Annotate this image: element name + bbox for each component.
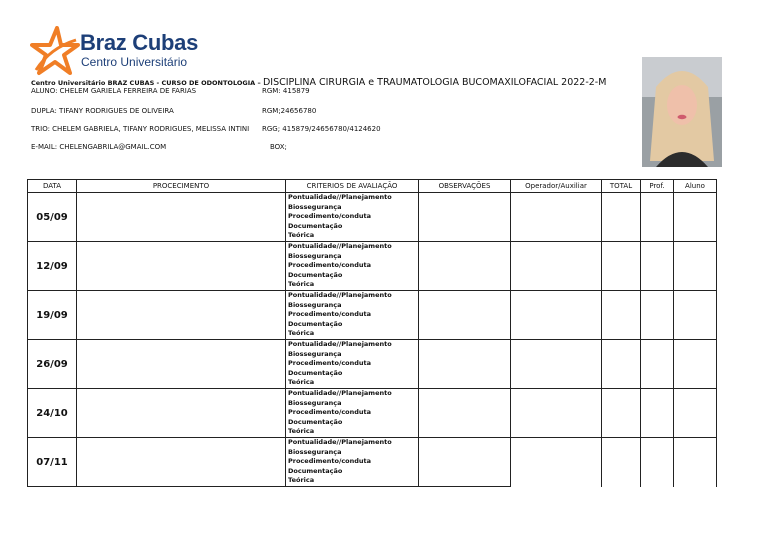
date-cell: 05/09 (28, 193, 77, 242)
observacoes-cell[interactable] (419, 291, 511, 340)
criteria-item: Teórica (288, 329, 315, 338)
student-photo (642, 57, 722, 167)
criteria-item: Teórica (288, 231, 315, 240)
criteria-item: Procedimento/conduta (288, 359, 372, 368)
total-cell[interactable] (602, 340, 641, 389)
header-prof: Prof. (641, 180, 674, 193)
header-procedimento: PROCECIMENTO (77, 180, 286, 193)
criteria-item: Teórica (288, 427, 315, 436)
aluno-cell[interactable] (674, 291, 717, 340)
criteria-item: Documentação (288, 221, 343, 230)
criteria-item: Teórica (288, 378, 315, 387)
operador-cell[interactable] (511, 242, 602, 291)
table-header-row (28, 180, 717, 193)
criteria-cell (286, 291, 419, 340)
criteria-cell (286, 193, 419, 242)
table-body (28, 193, 717, 487)
criteria-item: Biossegurança (288, 349, 342, 358)
procedimento-cell[interactable] (77, 291, 286, 340)
aluno-cell[interactable] (674, 193, 717, 242)
procedimento-cell[interactable] (77, 340, 286, 389)
operador-cell[interactable] (511, 291, 602, 340)
criteria-cell (286, 340, 419, 389)
criteria-item: Biossegurança (288, 447, 342, 456)
student-photo-image (642, 57, 722, 167)
braz-cubas-logo (30, 26, 200, 76)
criteria-item: Pontualidade//Planejamento (288, 389, 392, 397)
header-total: TOTAL (602, 180, 641, 193)
observacoes-cell[interactable] (419, 193, 511, 242)
total-cell[interactable] (602, 193, 641, 242)
prof-cell[interactable] (641, 438, 674, 487)
prof-cell[interactable] (641, 291, 674, 340)
criteria-cell (286, 242, 419, 291)
trio-label: TRIO: CHELEM GABRIELA, TIFANY RODRIGUES, MELISSA INTINI (31, 125, 250, 133)
total-cell[interactable] (602, 389, 641, 438)
criteria-item: Biossegurança (288, 251, 342, 260)
procedimento-cell[interactable] (77, 242, 286, 291)
star-logo-icon (30, 26, 80, 76)
criteria-item: Documentação (288, 417, 343, 426)
observacoes-cell[interactable] (419, 340, 511, 389)
header-observacoes: OBSERVAÇÕES (419, 180, 511, 193)
criteria-cell (286, 389, 419, 438)
observacoes-cell[interactable] (419, 242, 511, 291)
date-cell: 26/09 (28, 340, 77, 389)
criteria-item: Procedimento/conduta (288, 212, 372, 221)
prof-cell[interactable] (641, 193, 674, 242)
date-cell: 12/09 (28, 242, 77, 291)
prof-cell[interactable] (641, 242, 674, 291)
criteria-item: Documentação (288, 270, 343, 279)
table-row (28, 193, 717, 242)
procedimento-cell[interactable] (77, 389, 286, 438)
evaluation-table (27, 179, 717, 487)
institution-text: Centro Universitário BRAZ CUBAS - CURSO DE ODONTOLOGIA – (31, 79, 261, 87)
procedimento-cell[interactable] (77, 438, 286, 487)
criteria-item: Documentação (288, 466, 343, 475)
criteria-item: Biossegurança (288, 398, 342, 407)
operador-cell[interactable] (511, 389, 602, 438)
criteria-item: Documentação (288, 368, 343, 377)
criteria-item: Documentação (288, 319, 343, 328)
aluno-label: ALUNO: CHELEM GARIELA FERREIRA DE FARIAS (31, 87, 197, 95)
brand-name: Braz Cubas (80, 30, 199, 55)
criteria-item: Biossegurança (288, 202, 342, 211)
email-label: E-MAIL: CHELENGABRILA@GMAIL.COM (31, 143, 167, 151)
date-cell: 19/09 (28, 291, 77, 340)
prof-cell[interactable] (641, 389, 674, 438)
total-cell[interactable] (602, 438, 641, 487)
criteria-item: Procedimento/conduta (288, 408, 372, 417)
total-cell[interactable] (602, 291, 641, 340)
total-cell[interactable] (602, 242, 641, 291)
criteria-item: Procedimento/conduta (288, 261, 372, 270)
brand-subtitle: Centro Universitário (81, 55, 188, 69)
header-criterios: CRITERIOS DE AVALIAÇÃO (286, 180, 419, 193)
table-row (28, 242, 717, 291)
table-row (28, 340, 717, 389)
aluno-cell[interactable] (674, 340, 717, 389)
criteria-item: Pontualidade//Planejamento (288, 193, 392, 201)
criteria-item: Teórica (288, 280, 315, 289)
aluno-cell[interactable] (674, 389, 717, 438)
operador-cell[interactable] (511, 438, 602, 487)
photo-lips (678, 115, 687, 119)
operador-cell[interactable] (511, 340, 602, 389)
criteria-item: Pontualidade//Planejamento (288, 438, 392, 446)
criteria-cell (286, 438, 419, 487)
rgm-dupla-label: RGM;24656780 (262, 107, 317, 115)
header-aluno: Aluno (674, 180, 717, 193)
observacoes-cell[interactable] (419, 438, 511, 487)
criteria-item: Procedimento/conduta (288, 457, 372, 466)
rgm-label: RGM: 415879 (262, 87, 310, 95)
header-data: DATA (28, 180, 77, 193)
prof-cell[interactable] (641, 340, 674, 389)
criteria-item: Biossegurança (288, 300, 342, 309)
box-label: BOX; (270, 143, 287, 151)
table-row (28, 438, 717, 487)
date-cell: 24/10 (28, 389, 77, 438)
criteria-item: Pontualidade//Planejamento (288, 291, 392, 299)
observacoes-cell[interactable] (419, 389, 511, 438)
date-cell: 07/11 (28, 438, 77, 487)
table-row (28, 291, 717, 340)
discipline-text: DISCIPLINA CIRURGIA e TRAUMATOLOGIA BUCOMAXILOFACIAL 2022-2-M (262, 77, 607, 88)
procedimento-cell[interactable] (77, 193, 286, 242)
table-row (28, 389, 717, 438)
rgg-trio-label: RGG; 415879/24656780/4124620 (262, 125, 381, 133)
aluno-cell[interactable] (674, 242, 717, 291)
operador-cell[interactable] (511, 193, 602, 242)
criteria-item: Pontualidade//Planejamento (288, 242, 392, 250)
criteria-item: Pontualidade//Planejamento (288, 340, 392, 348)
aluno-cell[interactable] (674, 438, 717, 487)
criteria-item: Procedimento/conduta (288, 310, 372, 319)
criteria-item: Teórica (288, 476, 315, 485)
header-operador: Operador/Auxiliar (511, 180, 602, 193)
dupla-label: DUPLA: TIFANY RODRIGUES DE OLIVEIRA (31, 107, 174, 115)
